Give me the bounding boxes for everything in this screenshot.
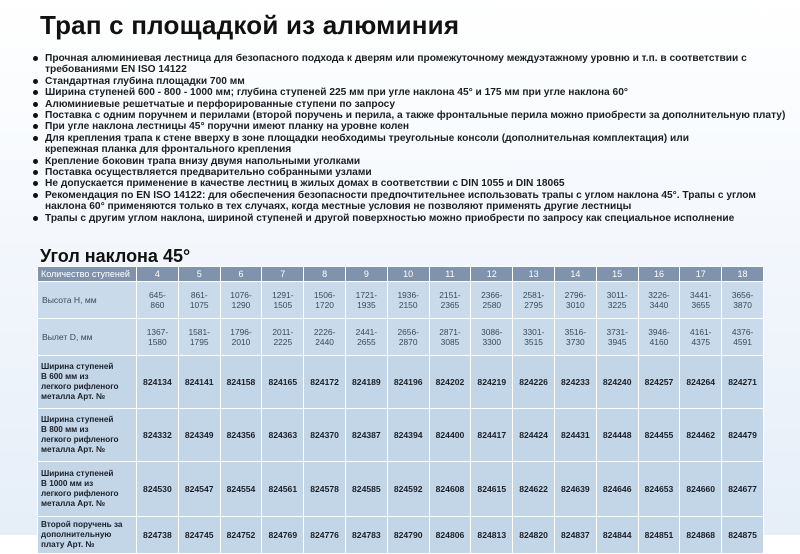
height-cell-to: 2150 — [398, 300, 418, 310]
height-cell-to: 1075 — [189, 300, 209, 310]
steps-count-label: Количество ступеней — [38, 267, 137, 282]
height-cell-from: 861- — [190, 290, 208, 300]
reach-cell-to: 3945 — [607, 337, 627, 347]
feature-item: Прочная алюминиевая лестница для безопасного подхода к дверям или промежуточному междуэтажному уровню и т.п. в соответствии с — [30, 53, 790, 64]
article-number-cell: 824554 — [220, 462, 262, 517]
height-cell — [513, 282, 555, 319]
steps-count-cell: 12 — [471, 267, 513, 282]
article-number-cell: 824622 — [513, 462, 555, 517]
article-number-cell: 824806 — [429, 517, 471, 554]
article-number-cell: 824547 — [178, 462, 220, 517]
height-row — [38, 282, 764, 319]
article-number-cell: 824363 — [262, 409, 304, 462]
reach-cell-to: 2225 — [273, 337, 293, 347]
article-row-label-line: Второй поручень за — [41, 520, 123, 530]
height-cell-from: 2581- — [522, 290, 545, 300]
article-row-label — [38, 409, 137, 462]
reach-row — [38, 319, 764, 356]
height-cell — [554, 282, 596, 319]
height-cell-to: 860 — [150, 300, 165, 310]
article-row — [38, 356, 764, 409]
reach-cell — [471, 319, 513, 356]
height-cell-from: 1076- — [230, 290, 252, 300]
height-cell — [471, 282, 513, 319]
steps-count-cell: 16 — [638, 267, 680, 282]
reach-cell — [596, 319, 638, 356]
article-number-cell: 824844 — [596, 517, 638, 554]
reach-cell-to: 2440 — [315, 337, 334, 347]
article-number-cell: 824196 — [387, 356, 429, 409]
article-number-cell: 824394 — [387, 409, 429, 462]
reach-cell-from: 3516- — [564, 327, 587, 337]
height-cell-to: 2795 — [524, 300, 543, 310]
reach-cell-from: 2011- — [272, 327, 294, 337]
height-cell-from: 1721- — [355, 290, 378, 300]
feature-item: Не допускается применение в качестве лестниц в жилых домах в соответствии с DIN 1055 и DIN 18065 — [30, 178, 790, 189]
reach-cell-to: 4591 — [733, 337, 752, 347]
article-number-cell: 824783 — [345, 517, 387, 554]
height-cell — [680, 282, 722, 319]
article-number-cell: 824578 — [304, 462, 346, 517]
reach-cell-from: 4161- — [690, 327, 712, 337]
feature-item: Алюминиевые решетчатые и перфорированные ступени по запросу — [30, 99, 790, 110]
height-cell-to: 3225 — [607, 300, 627, 310]
article-number-cell: 824226 — [513, 356, 555, 409]
article-number-cell: 824820 — [513, 517, 555, 554]
article-number-cell: 824837 — [554, 517, 596, 554]
reach-cell-from: 3086- — [481, 327, 503, 337]
article-number-cell: 824851 — [638, 517, 680, 554]
height-cell-from: 3656- — [731, 290, 754, 300]
height-cell-to: 2580 — [482, 300, 502, 310]
steps-count-cell: 9 — [345, 267, 387, 282]
article-row-label-line: В 1000 мм из — [41, 479, 94, 489]
reach-cell-to: 1795 — [189, 337, 209, 347]
reach-cell-to: 2010 — [231, 337, 251, 347]
article-number-cell: 824240 — [596, 356, 638, 409]
feature-item: Крепление боковин трапа внизу двумя напольными уголками — [30, 156, 790, 167]
steps-count-cell: 11 — [429, 267, 471, 282]
article-number-cell: 824264 — [680, 356, 722, 409]
article-row-label — [38, 517, 137, 554]
reach-cell — [178, 319, 220, 356]
article-number-cell: 824639 — [554, 462, 596, 517]
feature-item: Трапы с другим углом наклона, шириной ступеней и другой поверхностью можно приобрести по запросу как специальное исполнение — [30, 213, 790, 224]
height-cell-to: 3010 — [566, 300, 585, 310]
table-header-row — [38, 267, 764, 282]
height-cell-to: 1935 — [357, 300, 376, 310]
steps-count-cell: 5 — [178, 267, 220, 282]
article-number-cell: 824141 — [178, 356, 220, 409]
height-cell-to: 3870 — [733, 300, 752, 310]
article-number-cell: 824233 — [554, 356, 596, 409]
reach-cell-to: 4375 — [691, 337, 711, 347]
article-number-cell: 824356 — [220, 409, 262, 462]
height-cell-from: 2151- — [439, 290, 461, 300]
article-number-cell: 824462 — [680, 409, 722, 462]
height-cell-from: 3441- — [690, 290, 712, 300]
article-row-label-line: легкого рифленого — [41, 382, 119, 391]
article-row-label-line: металла Арт. № — [41, 391, 106, 401]
article-number-cell: 824585 — [345, 462, 387, 517]
feature-list — [30, 53, 790, 224]
height-cell-to: 1505 — [273, 300, 293, 310]
reach-cell-from: 3946- — [648, 327, 670, 337]
article-number-cell: 824745 — [178, 517, 220, 554]
reach-cell — [429, 319, 471, 356]
article-row-label-line: легкого рифленого — [41, 435, 119, 444]
reach-cell-to: 3085 — [440, 337, 460, 347]
height-cell-to: 1720 — [315, 300, 334, 310]
reach-cell-from: 2441- — [355, 327, 378, 337]
article-number-cell: 824158 — [220, 356, 262, 409]
feature-item-continuation: наклона 60° применяются только в тех случаях, когда местные условия не позволяют применять другие лестницы — [45, 201, 632, 213]
height-cell-from: 1936- — [397, 290, 419, 300]
reach-cell-from: 3731- — [606, 327, 628, 337]
reach-cell-from: 1796- — [230, 327, 252, 337]
feature-item-continuation: крепежная планка для фронтального крепления — [45, 144, 292, 156]
article-number-cell: 824738 — [137, 517, 179, 554]
reach-cell — [638, 319, 680, 356]
feature-item: Поставка с одним поручнем и перилами (второй поручень и перила, а также фронтальные перила можно приобрести за дополнительную плату) — [30, 110, 790, 121]
height-cell-to: 3440 — [649, 300, 669, 310]
article-number-cell: 824769 — [262, 517, 304, 554]
article-number-cell: 824219 — [471, 356, 513, 409]
height-cell — [345, 282, 387, 319]
article-number-cell: 824400 — [429, 409, 471, 462]
steps-count-cell: 13 — [513, 267, 555, 282]
article-number-cell: 824868 — [680, 517, 722, 554]
reach-cell-from: 2226- — [313, 327, 336, 337]
article-row-label-line: металла Арт. № — [41, 498, 106, 508]
reach-cell — [262, 319, 304, 356]
steps-count-cell: 15 — [596, 267, 638, 282]
reach-cell-from: 2871- — [439, 327, 461, 337]
reach-cell-from: 3301- — [522, 327, 545, 337]
product-table — [37, 266, 764, 554]
steps-count-cell: 4 — [137, 267, 179, 282]
article-number-cell: 824417 — [471, 409, 513, 462]
reach-cell — [680, 319, 722, 356]
article-number-cell: 824387 — [345, 409, 387, 462]
feature-item-continuation: требованиями EN ISO 14122 — [45, 64, 187, 76]
article-row-label-line: легкого рифленого — [41, 489, 119, 498]
steps-count-cell: 17 — [680, 267, 722, 282]
article-number-cell: 824592 — [387, 462, 429, 517]
article-number-cell: 824455 — [638, 409, 680, 462]
article-number-cell: 824660 — [680, 462, 722, 517]
article-row-label-line: плату Арт. № — [41, 539, 95, 549]
steps-count-cell: 6 — [220, 267, 262, 282]
article-number-cell: 824615 — [471, 462, 513, 517]
feature-item: Для крепления трапа к стене вверху в зоне площадки необходимы треугольные консоли (дополнительная комплектация) или — [30, 133, 790, 144]
article-number-cell: 824431 — [554, 409, 596, 462]
article-number-cell: 824752 — [220, 517, 262, 554]
reach-cell-from: 4376- — [731, 327, 754, 337]
feature-item: Ширина ступеней 600 - 800 - 1000 мм; глубина ступеней 225 мм при угле наклона 45° и 175 мм при угле наклона 60° — [30, 87, 790, 98]
reach-cell-to: 3515 — [524, 337, 543, 347]
reach-cell — [387, 319, 429, 356]
article-row-label-line: В 800 мм из — [41, 425, 89, 435]
height-cell-to: 2365 — [440, 300, 460, 310]
reach-cell-to: 4160 — [649, 337, 669, 347]
reach-cell-from: 2656- — [397, 327, 419, 337]
article-number-cell: 824790 — [387, 517, 429, 554]
article-number-cell: 824165 — [262, 356, 304, 409]
article-number-cell: 824424 — [513, 409, 555, 462]
reach-label: Вылет D, мм — [38, 319, 137, 356]
height-cell — [722, 282, 764, 319]
feature-item: При угле наклона лестницы 45° поручни имеют планку на уровне колен — [30, 121, 790, 132]
article-number-cell: 824189 — [345, 356, 387, 409]
height-cell — [304, 282, 346, 319]
reach-cell — [513, 319, 555, 356]
height-cell — [178, 282, 220, 319]
height-cell — [387, 282, 429, 319]
reach-cell — [137, 319, 179, 356]
article-number-cell: 824349 — [178, 409, 220, 462]
steps-count-cell: 14 — [554, 267, 596, 282]
article-number-cell: 824776 — [304, 517, 346, 554]
height-cell — [596, 282, 638, 319]
article-row-label — [38, 356, 137, 409]
reach-cell-from: 1367- — [146, 327, 169, 337]
height-cell — [137, 282, 179, 319]
article-number-cell: 824479 — [722, 409, 764, 462]
article-row-label-line: Ширина ступеней — [41, 362, 114, 372]
article-row — [38, 517, 764, 554]
height-cell — [638, 282, 680, 319]
reach-cell-to: 3300 — [482, 337, 502, 347]
height-cell — [262, 282, 304, 319]
article-number-cell: 824561 — [262, 462, 304, 517]
feature-item: Стандартная глубина площадки 700 мм — [30, 76, 790, 87]
reach-cell — [345, 319, 387, 356]
article-number-cell: 824448 — [596, 409, 638, 462]
height-cell-from: 3011- — [606, 290, 628, 300]
steps-count-cell: 8 — [304, 267, 346, 282]
reach-cell-to: 2655 — [357, 337, 376, 347]
reach-cell — [304, 319, 346, 356]
height-cell-from: 1291- — [272, 290, 294, 300]
steps-count-cell: 10 — [387, 267, 429, 282]
height-cell-from: 2796- — [564, 290, 587, 300]
reach-cell — [722, 319, 764, 356]
height-cell-to: 1290 — [231, 300, 251, 310]
page-title: Трап с площадкой из алюминия — [40, 10, 460, 40]
height-cell-from: 3226- — [648, 290, 670, 300]
article-number-cell: 824332 — [137, 409, 179, 462]
article-number-cell: 824172 — [304, 356, 346, 409]
article-row-label-line: металла Арт. № — [41, 444, 106, 454]
reach-cell-to: 3730 — [566, 337, 585, 347]
article-number-cell: 824677 — [722, 462, 764, 517]
height-cell-from: 645- — [149, 290, 166, 300]
article-row-label — [38, 462, 137, 517]
article-number-cell: 824370 — [304, 409, 346, 462]
section-subtitle: Угол наклона 45° — [40, 246, 191, 266]
height-cell — [220, 282, 262, 319]
reach-cell-from: 1581- — [188, 327, 210, 337]
reach-cell-to: 1580 — [148, 337, 167, 347]
height-cell-to: 3655 — [691, 300, 711, 310]
article-row-label-line: дополнительную — [41, 530, 112, 540]
steps-count-cell: 18 — [722, 267, 764, 282]
feature-item: Поставка осуществляется предварительно собранными узлами — [30, 167, 790, 178]
reach-cell — [554, 319, 596, 356]
height-cell-from: 2366- — [481, 290, 503, 300]
height-cell — [429, 282, 471, 319]
article-row-label-line: Ширина ступеней — [41, 415, 114, 425]
article-number-cell: 824257 — [638, 356, 680, 409]
article-number-cell: 824813 — [471, 517, 513, 554]
article-number-cell: 824608 — [429, 462, 471, 517]
article-row — [38, 462, 764, 517]
article-number-cell: 824653 — [638, 462, 680, 517]
article-number-cell: 824530 — [137, 462, 179, 517]
reach-cell-to: 2870 — [398, 337, 418, 347]
article-number-cell: 824271 — [722, 356, 764, 409]
article-row — [38, 409, 764, 462]
article-number-cell: 824646 — [596, 462, 638, 517]
article-row-label-line: Ширина ступеней — [41, 469, 114, 479]
article-row-label-line: В 600 мм из — [41, 372, 89, 382]
article-number-cell: 824875 — [722, 517, 764, 554]
article-number-cell: 824134 — [137, 356, 179, 409]
article-number-cell: 824202 — [429, 356, 471, 409]
feature-item: Рекомендация по EN ISO 14122: для обеспечения безопасности предпочтительнее использовать трапы с углом наклона 45°. Трапы с углом — [30, 190, 790, 201]
height-label: Высота Н, мм — [38, 282, 137, 319]
steps-count-cell: 7 — [262, 267, 304, 282]
height-cell-from: 1506- — [313, 290, 336, 300]
reach-cell — [220, 319, 262, 356]
